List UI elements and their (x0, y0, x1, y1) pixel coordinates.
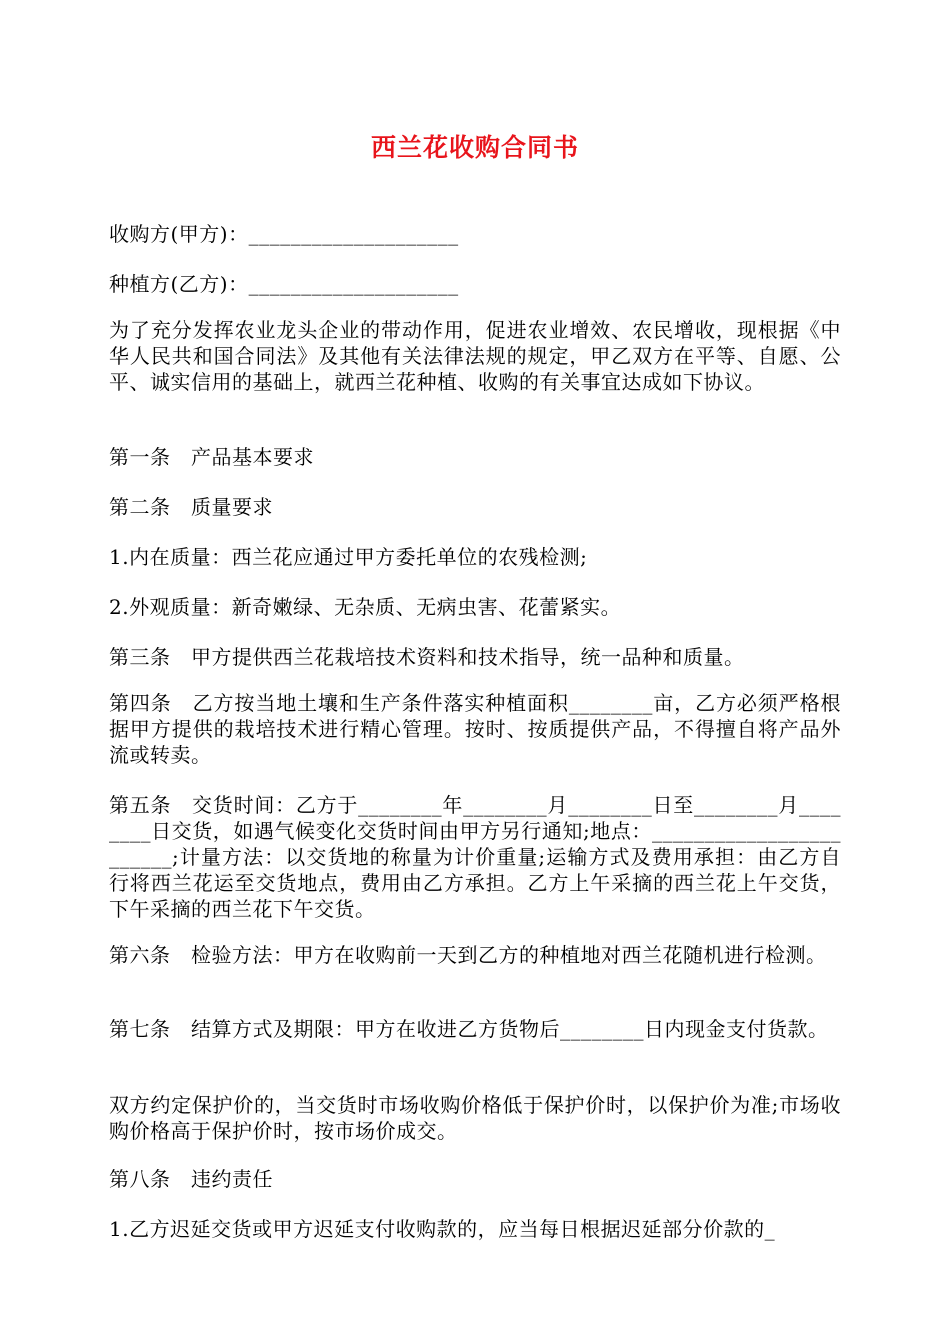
article-6-paragraph: 第六条 检验方法：甲方在收购前一天到乙方的种植地对西兰花随机进行检测。 (109, 943, 827, 967)
quality-appearance-item: 2.外观质量：新奇嫩绿、无杂质、无病虫害、花蕾紧实。 (109, 595, 622, 619)
article-8-heading: 第八条 违约责任 (109, 1167, 273, 1191)
article-7-paragraph: 第七条 结算方式及期限：甲方在收进乙方货物后________日内现金支付货款。 (109, 1017, 829, 1041)
grower-line: 种植方(乙方)：____________________ (109, 272, 459, 296)
document-title: 西兰花收购合同书 (370, 133, 579, 162)
preamble-paragraph: 为了充分发挥农业龙头企业的带动作用，促进农业增效、农民增收，现根据《中华人民共和国合同法》及其他有关法律法规的规定，甲乙双方在平等、自愿、公平、诚实信用的基础上，就西兰花种植、收购的有关事宜达成如下协议。 (109, 318, 841, 394)
article-1-heading: 第一条 产品基本要求 (109, 445, 314, 469)
article-2-heading: 第二条 质量要求 (109, 495, 273, 519)
buyer-line: 收购方(甲方)：____________________ (109, 222, 459, 246)
breach-item-1: 1.乙方迟延交货或甲方迟延支付收购款的，应当每日根据迟延部分价款的_ (109, 1217, 776, 1241)
article-5-paragraph: 第五条 交货时间：乙方于________年________月________日至________月________日交货，如遇气候变化交货时间由甲方另行通知;地点：________________________;计量方法：以交货地的称量为计价重量;运输方式及费用承担：由乙方自行将西兰花运至交货地点，费用由乙方承担。乙方上午采摘的西兰花上午交货，下午采摘的西兰花下午交货。 (109, 793, 841, 921)
article-3-paragraph: 第三条 甲方提供西兰花栽培技术资料和技术指导，统一品种和质量。 (109, 645, 745, 669)
protection-price-paragraph: 双方约定保护价的，当交货时市场收购价格低于保护价时，以保护价为准;市场收购价格高于保护价时，按市场价成交。 (109, 1093, 841, 1143)
article-4-paragraph: 第四条 乙方按当地土壤和生产条件落实种植面积________亩，乙方必须严格根据甲方提供的栽培技术进行精心管理。按时、按质提供产品，不得擅自将产品外流或转卖。 (109, 691, 841, 767)
quality-internal-item: 1.内在质量：西兰花应通过甲方委托单位的农残检测; (109, 545, 588, 569)
